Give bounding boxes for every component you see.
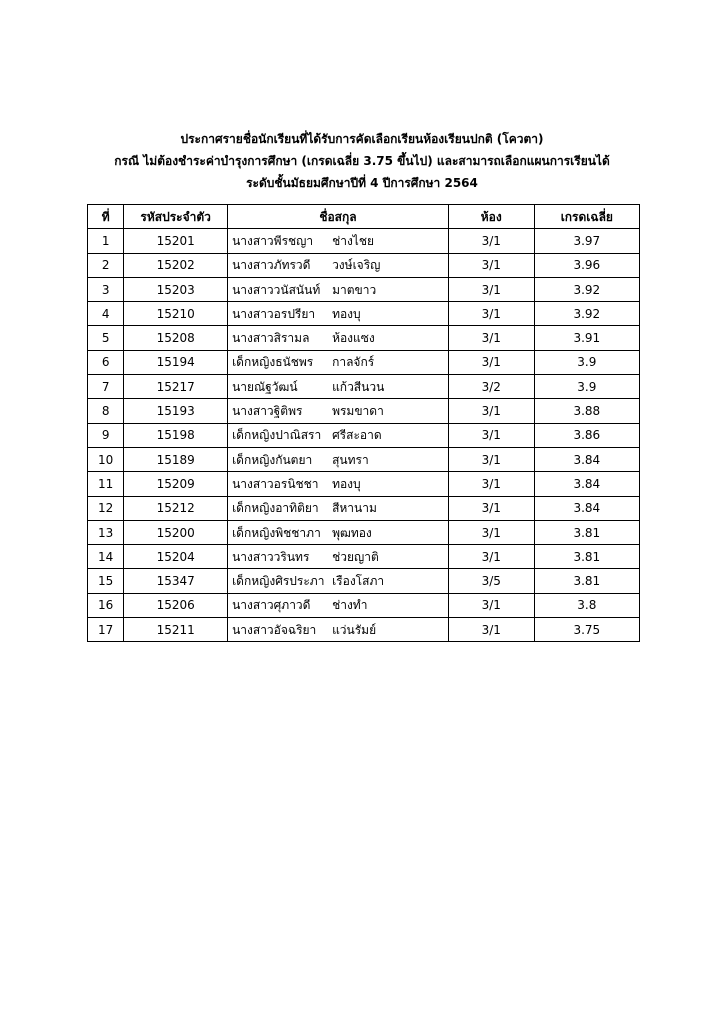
student-name (228, 253, 449, 277)
student-name (228, 545, 449, 569)
announcement-condition: กรณี ไม่ต้องชำระค่าบำรุงการศึกษา (เกรดเฉลี่ย 3.75 ขึ้นไป) และสามารถเลือกแผนการเรียนได้ (114, 154, 610, 168)
student-gpa: 3.92 (534, 277, 639, 301)
student-name (228, 375, 449, 399)
student-last-name: กาลจักร์ (332, 355, 375, 370)
student-last-name: ช่างไชย (332, 233, 375, 248)
student-room: 3/2 (448, 375, 534, 399)
table-row (88, 326, 640, 350)
student-gpa: 3.81 (534, 545, 639, 569)
row-number: 7 (88, 375, 124, 399)
student-first-name: นางสาวอรนิชชา (232, 476, 319, 491)
student-gpa: 3.91 (534, 326, 639, 350)
student-id: 15204 (124, 545, 228, 569)
student-first-name: นางสาวสิรามล (232, 331, 310, 346)
column-header-gpa: เกรดเฉลี่ย (534, 205, 639, 229)
student-last-name: ศรีสะอาด (332, 428, 382, 443)
row-number: 12 (88, 496, 124, 520)
student-id: 15200 (124, 520, 228, 544)
student-gpa: 3.75 (534, 618, 639, 642)
table-row (88, 423, 640, 447)
student-id: 15202 (124, 253, 228, 277)
student-gpa: 3.84 (534, 447, 639, 471)
student-room: 3/1 (448, 253, 534, 277)
student-last-name: เรืองโสภา (332, 574, 385, 589)
student-first-name: นางสาวศุภาวดี (232, 598, 311, 613)
student-room: 3/1 (448, 520, 534, 544)
student-last-name: สีหานาม (332, 501, 377, 516)
table-row (88, 350, 640, 374)
student-gpa: 3.96 (534, 253, 639, 277)
table-row (88, 520, 640, 544)
student-id: 15193 (124, 399, 228, 423)
student-id: 15203 (124, 277, 228, 301)
row-number: 9 (88, 423, 124, 447)
student-room: 3/1 (448, 545, 534, 569)
student-name (228, 302, 449, 326)
row-number: 3 (88, 277, 124, 301)
table-row (88, 472, 640, 496)
announcement-level-year: ระดับชั้นมัธยมศึกษาปีที่ 4 ปีการศึกษา 2564 (246, 176, 478, 190)
student-last-name: ทองบุ (332, 476, 361, 491)
student-room: 3/1 (448, 350, 534, 374)
student-gpa: 3.97 (534, 229, 639, 253)
student-gpa: 3.9 (534, 350, 639, 374)
row-number: 8 (88, 399, 124, 423)
student-gpa: 3.86 (534, 423, 639, 447)
student-gpa: 3.88 (534, 399, 639, 423)
row-number: 4 (88, 302, 124, 326)
table-row (88, 447, 640, 471)
student-last-name: พุฒทอง (332, 525, 372, 540)
student-first-name: นางสาววนัสนันท์ (232, 282, 321, 297)
student-first-name: เด็กหญิงอาทิติยา (232, 501, 319, 516)
student-last-name: วงษ์เจริญ (332, 258, 381, 273)
row-number: 14 (88, 545, 124, 569)
student-first-name: นายณัฐวัฒน์ (232, 379, 298, 394)
table-body (88, 229, 640, 642)
student-id: 15347 (124, 569, 228, 593)
student-name (228, 520, 449, 544)
student-id: 15198 (124, 423, 228, 447)
student-last-name: ช่วยญาติ (332, 549, 379, 564)
table-row (88, 375, 640, 399)
student-room: 3/1 (448, 618, 534, 642)
row-number: 11 (88, 472, 124, 496)
announcement-header (0, 128, 724, 194)
row-number: 13 (88, 520, 124, 544)
student-last-name: ห้องแซง (332, 331, 375, 346)
student-first-name: เด็กหญิงศิรประภา (232, 574, 325, 589)
table-row (88, 545, 640, 569)
student-room: 3/1 (448, 447, 534, 471)
student-id: 15210 (124, 302, 228, 326)
student-gpa: 3.81 (534, 569, 639, 593)
student-id: 15212 (124, 496, 228, 520)
table-row (88, 277, 640, 301)
table-row (88, 302, 640, 326)
student-room: 3/1 (448, 277, 534, 301)
student-room: 3/5 (448, 569, 534, 593)
student-name (228, 569, 449, 593)
student-first-name: นางสาวอัจฉริยา (232, 622, 317, 637)
column-header-student-id: รหัสประจำตัว (124, 205, 228, 229)
announcement-title: ประกาศรายชื่อนักเรียนที่ได้รับการคัดเลือกเรียนห้องเรียนปกติ (โควตา) (180, 132, 544, 146)
student-name (228, 229, 449, 253)
row-number: 1 (88, 229, 124, 253)
student-id: 15189 (124, 447, 228, 471)
student-room: 3/1 (448, 472, 534, 496)
table-row (88, 399, 640, 423)
student-last-name: พรมขาดา (332, 404, 384, 419)
student-first-name: นางสาวพีรชญา (232, 233, 314, 248)
student-first-name: นางสาวภัทรวดี (232, 258, 311, 273)
table-row (88, 618, 640, 642)
column-header-no: ที่ (88, 205, 124, 229)
student-name (228, 277, 449, 301)
student-gpa: 3.81 (534, 520, 639, 544)
row-number: 2 (88, 253, 124, 277)
student-gpa: 3.84 (534, 496, 639, 520)
row-number: 15 (88, 569, 124, 593)
student-id: 15194 (124, 350, 228, 374)
student-name (228, 618, 449, 642)
student-last-name: แก้วสีนวน (332, 379, 385, 394)
column-header-name: ชื่อสกุล (228, 205, 449, 229)
student-last-name: ทองบุ (332, 306, 361, 321)
row-number: 16 (88, 593, 124, 617)
table-row (88, 593, 640, 617)
row-number: 10 (88, 447, 124, 471)
row-number: 5 (88, 326, 124, 350)
student-name (228, 326, 449, 350)
student-gpa: 3.84 (534, 472, 639, 496)
student-room: 3/1 (448, 326, 534, 350)
student-last-name: แว่นรัมย์ (332, 622, 377, 637)
student-first-name: เด็กหญิงกันตยา (232, 452, 313, 467)
student-name (228, 496, 449, 520)
table-header-row (88, 205, 640, 229)
student-name (228, 447, 449, 471)
student-first-name: นางสาววรินทร (232, 549, 310, 564)
student-room: 3/1 (448, 593, 534, 617)
student-room: 3/1 (448, 302, 534, 326)
student-room: 3/1 (448, 423, 534, 447)
student-room: 3/1 (448, 496, 534, 520)
student-name (228, 593, 449, 617)
student-name (228, 350, 449, 374)
student-id: 15208 (124, 326, 228, 350)
student-table (87, 204, 640, 642)
student-id: 15211 (124, 618, 228, 642)
table-row (88, 496, 640, 520)
student-first-name: นางสาวอรปรียา (232, 306, 316, 321)
student-last-name: ช่างทำ (332, 598, 368, 613)
student-id: 15201 (124, 229, 228, 253)
student-id: 15209 (124, 472, 228, 496)
student-id: 15206 (124, 593, 228, 617)
student-gpa: 3.92 (534, 302, 639, 326)
student-name (228, 399, 449, 423)
student-first-name: เด็กหญิงปาณิสรา (232, 428, 322, 443)
column-header-room: ห้อง (448, 205, 534, 229)
table-row (88, 569, 640, 593)
student-first-name: นางสาวฐิติพร (232, 404, 303, 419)
student-gpa: 3.8 (534, 593, 639, 617)
student-id: 15217 (124, 375, 228, 399)
student-first-name: เด็กหญิงพิชชาภา (232, 525, 321, 540)
table-row (88, 253, 640, 277)
student-name (228, 423, 449, 447)
row-number: 17 (88, 618, 124, 642)
student-name (228, 472, 449, 496)
student-room: 3/1 (448, 229, 534, 253)
table-row (88, 229, 640, 253)
student-room: 3/1 (448, 399, 534, 423)
student-last-name: มาตขาว (332, 282, 377, 297)
row-number: 6 (88, 350, 124, 374)
student-last-name: สุนทรา (332, 452, 369, 467)
student-gpa: 3.9 (534, 375, 639, 399)
student-first-name: เด็กหญิงธนัชพร (232, 355, 314, 370)
